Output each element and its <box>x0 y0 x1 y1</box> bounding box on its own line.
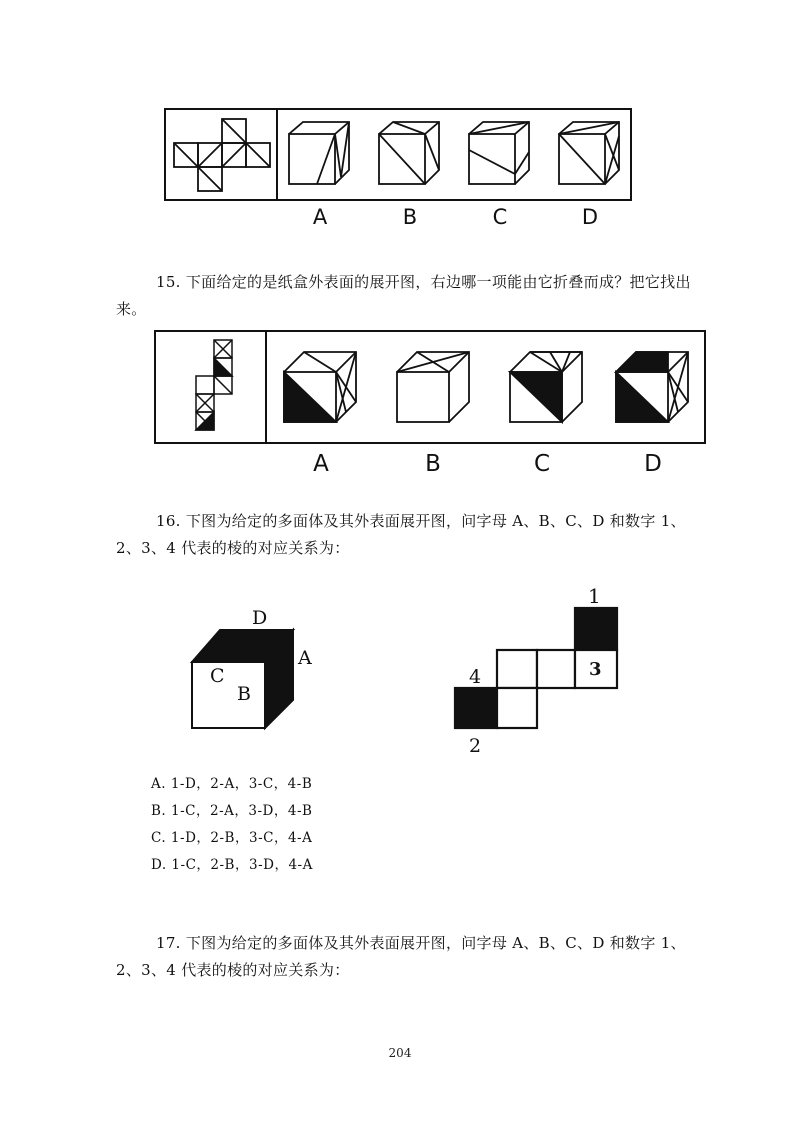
q16-net-face-top <box>575 608 617 650</box>
q15-option-label-d: D <box>644 451 662 477</box>
q16-cube-label-b: B <box>237 683 251 705</box>
q14-option-cube-c <box>469 122 529 184</box>
q16-text <box>116 508 696 562</box>
q16-net-figure <box>445 580 635 760</box>
q16-choice-d: D. 1-C，2-B，3-D，4-A <box>151 857 313 873</box>
q14-option-label-a: A <box>312 205 328 229</box>
page-number: 204 <box>388 1046 412 1060</box>
q14-option-cube-d <box>559 122 619 184</box>
q16-cube-label-c: C <box>210 665 225 687</box>
q14-net <box>174 119 270 191</box>
q14-option-label-d: D <box>581 205 599 229</box>
q15-option-label-b: B <box>425 451 441 477</box>
q16-cube-front-face <box>192 662 265 728</box>
q15-option-cube-a <box>284 352 356 422</box>
q15-option-cube-d <box>616 352 688 422</box>
q16-cube-label-d: D <box>252 607 268 629</box>
q14-figure <box>164 108 634 202</box>
q16-choice-b: B. 1-C，2-A，3-D，4-B <box>151 803 313 819</box>
q16-question: 下图为给定的多面体及其外表面展开图，问字母 A、B、C、D 和数字 1、2、3、4 代表的棱的对应关系为： <box>116 512 686 557</box>
q16-number: 16. <box>156 512 181 530</box>
q16-net-label-2: 2 <box>469 735 482 757</box>
q17-number: 17. <box>156 934 181 952</box>
q15-question: 下面给定的是纸盒外表面的展开图，右边哪一项能由它折叠而成？把它找出来。 <box>116 273 691 318</box>
q16-cube-label-a: A <box>298 647 312 669</box>
q16-net-label-4: 4 <box>469 666 482 688</box>
q15-number: 15. <box>156 273 181 291</box>
q15-option-label-a: A <box>313 451 329 477</box>
q16-net-label-3: 3 <box>589 659 602 680</box>
q15-net <box>196 340 232 430</box>
q14-option-cube-b <box>379 122 439 184</box>
q15-option-cube-c <box>510 352 582 422</box>
q17-question: 下图为给定的多面体及其外表面展开图，问字母 A、B、C、D 和数字 1、2、3、4 代表的棱的对应关系为： <box>116 934 686 979</box>
q16-cube-figure <box>170 600 330 740</box>
q15-option-label-c: C <box>533 451 551 477</box>
q17-text <box>116 930 696 984</box>
q16-choice-c: C. 1-D，2-B，3-C，4-A <box>151 830 313 846</box>
q14-option-label-c: C <box>492 205 508 229</box>
q15-text <box>116 269 696 323</box>
q16-net-face-left <box>455 688 497 728</box>
q15-figure <box>154 330 708 446</box>
q16-net-label-1: 1 <box>588 584 601 608</box>
q15-option-cube-b <box>397 352 469 422</box>
q14-option-label-b: B <box>402 205 418 229</box>
q16-choice-a: A. 1-D，2-A，3-C，4-B <box>151 776 313 792</box>
q14-option-cube-a <box>289 122 349 184</box>
